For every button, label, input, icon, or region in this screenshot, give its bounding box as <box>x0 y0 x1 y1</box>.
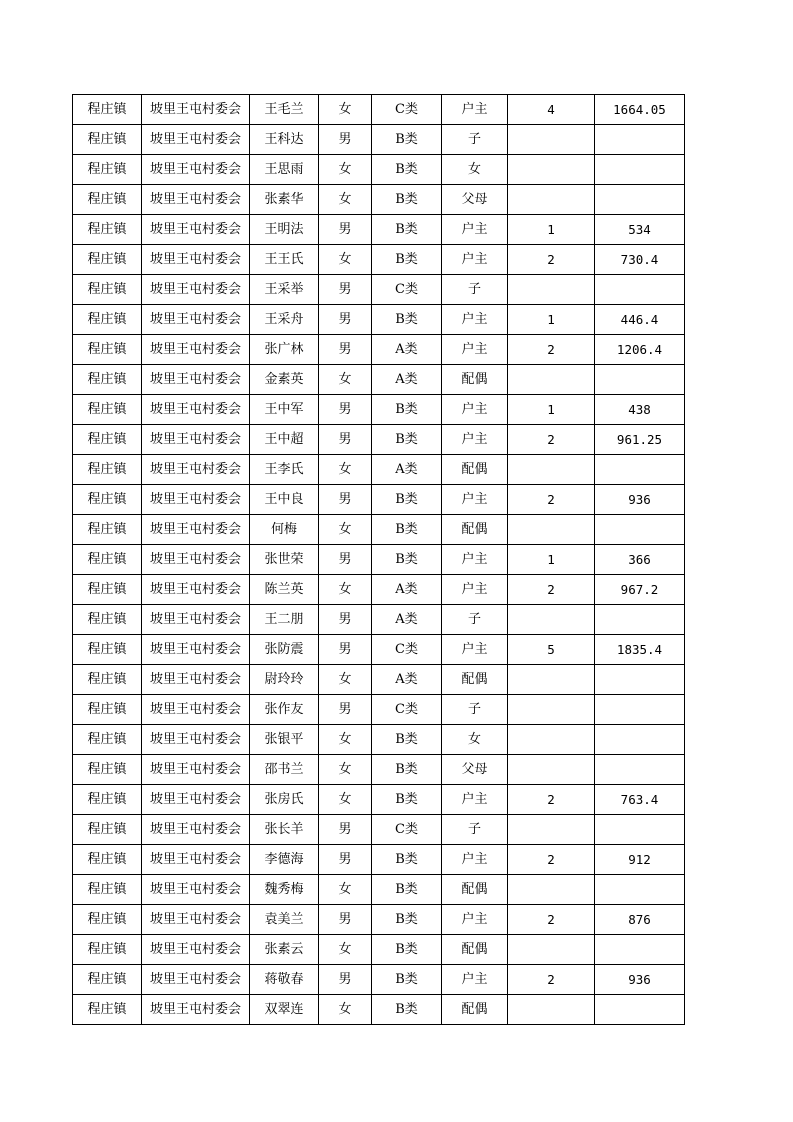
village-cell: 坡里王屯村委会 <box>142 875 250 905</box>
amount-cell: 534 <box>595 215 685 245</box>
village-cell: 坡里王屯村委会 <box>142 515 250 545</box>
name-cell: 王李氏 <box>250 455 319 485</box>
category-cell: C类 <box>372 95 442 125</box>
town-cell: 程庄镇 <box>73 725 142 755</box>
count-cell: 2 <box>508 965 595 995</box>
name-cell: 王毛兰 <box>250 95 319 125</box>
relation-cell: 子 <box>442 695 508 725</box>
town-cell: 程庄镇 <box>73 395 142 425</box>
name-cell: 金素英 <box>250 365 319 395</box>
town-cell: 程庄镇 <box>73 695 142 725</box>
table-row <box>73 155 685 185</box>
table-row <box>73 725 685 755</box>
village-cell: 坡里王屯村委会 <box>142 785 250 815</box>
category-cell: A类 <box>372 335 442 365</box>
name-cell: 袁美兰 <box>250 905 319 935</box>
name-cell: 王中军 <box>250 395 319 425</box>
gender-cell: 男 <box>319 845 372 875</box>
gender-cell: 男 <box>319 335 372 365</box>
gender-cell: 男 <box>319 635 372 665</box>
amount-cell: 1206.4 <box>595 335 685 365</box>
relation-cell: 子 <box>442 815 508 845</box>
amount-cell <box>595 815 685 845</box>
table-row <box>73 275 685 305</box>
amount-cell <box>595 125 685 155</box>
table-row <box>73 905 685 935</box>
category-cell: A类 <box>372 605 442 635</box>
name-cell: 王中良 <box>250 485 319 515</box>
table-row <box>73 485 685 515</box>
roster-table <box>72 94 685 1025</box>
table-row <box>73 335 685 365</box>
count-cell <box>508 125 595 155</box>
gender-cell: 女 <box>319 185 372 215</box>
relation-cell: 配偶 <box>442 455 508 485</box>
count-cell <box>508 695 595 725</box>
category-cell: B类 <box>372 905 442 935</box>
town-cell: 程庄镇 <box>73 935 142 965</box>
name-cell: 李德海 <box>250 845 319 875</box>
amount-cell <box>595 515 685 545</box>
relation-cell: 配偶 <box>442 515 508 545</box>
town-cell: 程庄镇 <box>73 905 142 935</box>
amount-cell <box>595 605 685 635</box>
table-row <box>73 305 685 335</box>
table-row <box>73 365 685 395</box>
amount-cell <box>595 995 685 1025</box>
relation-cell: 户主 <box>442 545 508 575</box>
table-row <box>73 785 685 815</box>
relation-cell: 户主 <box>442 215 508 245</box>
gender-cell: 男 <box>319 425 372 455</box>
count-cell: 2 <box>508 245 595 275</box>
table-row <box>73 395 685 425</box>
table-row <box>73 575 685 605</box>
category-cell: C类 <box>372 695 442 725</box>
count-cell: 2 <box>508 485 595 515</box>
count-cell <box>508 605 595 635</box>
category-cell: B类 <box>372 245 442 275</box>
village-cell: 坡里王屯村委会 <box>142 725 250 755</box>
table-row <box>73 815 685 845</box>
category-cell: C类 <box>372 275 442 305</box>
village-cell: 坡里王屯村委会 <box>142 815 250 845</box>
amount-cell <box>595 725 685 755</box>
roster-body <box>73 95 685 1025</box>
table-row <box>73 665 685 695</box>
amount-cell <box>595 275 685 305</box>
village-cell: 坡里王屯村委会 <box>142 395 250 425</box>
category-cell: B类 <box>372 155 442 185</box>
name-cell: 王明法 <box>250 215 319 245</box>
name-cell: 张广林 <box>250 335 319 365</box>
category-cell: B类 <box>372 215 442 245</box>
category-cell: B类 <box>372 935 442 965</box>
amount-cell: 967.2 <box>595 575 685 605</box>
name-cell: 王采舟 <box>250 305 319 335</box>
gender-cell: 男 <box>319 965 372 995</box>
name-cell: 王采举 <box>250 275 319 305</box>
category-cell: B类 <box>372 545 442 575</box>
gender-cell: 男 <box>319 485 372 515</box>
village-cell: 坡里王屯村委会 <box>142 605 250 635</box>
amount-cell: 936 <box>595 965 685 995</box>
village-cell: 坡里王屯村委会 <box>142 845 250 875</box>
relation-cell: 户主 <box>442 335 508 365</box>
village-cell: 坡里王屯村委会 <box>142 635 250 665</box>
name-cell: 张房氏 <box>250 785 319 815</box>
village-cell: 坡里王屯村委会 <box>142 245 250 275</box>
town-cell: 程庄镇 <box>73 515 142 545</box>
village-cell: 坡里王屯村委会 <box>142 665 250 695</box>
name-cell: 张素华 <box>250 185 319 215</box>
name-cell: 魏秀梅 <box>250 875 319 905</box>
category-cell: B类 <box>372 995 442 1025</box>
relation-cell: 户主 <box>442 245 508 275</box>
relation-cell: 子 <box>442 605 508 635</box>
name-cell: 邵书兰 <box>250 755 319 785</box>
amount-cell <box>595 695 685 725</box>
count-cell <box>508 185 595 215</box>
count-cell: 1 <box>508 305 595 335</box>
gender-cell: 男 <box>319 395 372 425</box>
count-cell: 2 <box>508 335 595 365</box>
count-cell <box>508 815 595 845</box>
village-cell: 坡里王屯村委会 <box>142 155 250 185</box>
village-cell: 坡里王屯村委会 <box>142 305 250 335</box>
name-cell: 王二朋 <box>250 605 319 635</box>
count-cell: 1 <box>508 545 595 575</box>
count-cell: 4 <box>508 95 595 125</box>
town-cell: 程庄镇 <box>73 815 142 845</box>
town-cell: 程庄镇 <box>73 455 142 485</box>
village-cell: 坡里王屯村委会 <box>142 485 250 515</box>
gender-cell: 男 <box>319 605 372 635</box>
village-cell: 坡里王屯村委会 <box>142 545 250 575</box>
amount-cell: 912 <box>595 845 685 875</box>
table-row <box>73 245 685 275</box>
amount-cell: 366 <box>595 545 685 575</box>
gender-cell: 女 <box>319 875 372 905</box>
gender-cell: 女 <box>319 665 372 695</box>
category-cell: C类 <box>372 815 442 845</box>
count-cell: 1 <box>508 215 595 245</box>
amount-cell <box>595 935 685 965</box>
town-cell: 程庄镇 <box>73 635 142 665</box>
amount-cell: 730.4 <box>595 245 685 275</box>
gender-cell: 女 <box>319 785 372 815</box>
count-cell: 2 <box>508 785 595 815</box>
table-row <box>73 515 685 545</box>
count-cell <box>508 365 595 395</box>
town-cell: 程庄镇 <box>73 425 142 455</box>
count-cell <box>508 755 595 785</box>
town-cell: 程庄镇 <box>73 845 142 875</box>
amount-cell: 876 <box>595 905 685 935</box>
town-cell: 程庄镇 <box>73 875 142 905</box>
relation-cell: 户主 <box>442 965 508 995</box>
town-cell: 程庄镇 <box>73 575 142 605</box>
table-row <box>73 845 685 875</box>
category-cell: B类 <box>372 425 442 455</box>
amount-cell: 1835.4 <box>595 635 685 665</box>
gender-cell: 女 <box>319 245 372 275</box>
count-cell <box>508 875 595 905</box>
name-cell: 张银平 <box>250 725 319 755</box>
count-cell: 2 <box>508 425 595 455</box>
town-cell: 程庄镇 <box>73 785 142 815</box>
gender-cell: 女 <box>319 365 372 395</box>
category-cell: B类 <box>372 755 442 785</box>
gender-cell: 男 <box>319 215 372 245</box>
relation-cell: 配偶 <box>442 365 508 395</box>
table-row <box>73 755 685 785</box>
gender-cell: 女 <box>319 575 372 605</box>
village-cell: 坡里王屯村委会 <box>142 755 250 785</box>
table-row <box>73 965 685 995</box>
gender-cell: 男 <box>319 815 372 845</box>
category-cell: B类 <box>372 125 442 155</box>
amount-cell <box>595 755 685 785</box>
gender-cell: 男 <box>319 695 372 725</box>
town-cell: 程庄镇 <box>73 245 142 275</box>
gender-cell: 女 <box>319 515 372 545</box>
name-cell: 王思雨 <box>250 155 319 185</box>
gender-cell: 女 <box>319 995 372 1025</box>
town-cell: 程庄镇 <box>73 545 142 575</box>
table-row <box>73 875 685 905</box>
town-cell: 程庄镇 <box>73 755 142 785</box>
amount-cell: 1664.05 <box>595 95 685 125</box>
amount-cell: 763.4 <box>595 785 685 815</box>
amount-cell: 936 <box>595 485 685 515</box>
table-row <box>73 125 685 155</box>
name-cell: 张素云 <box>250 935 319 965</box>
category-cell: A类 <box>372 665 442 695</box>
town-cell: 程庄镇 <box>73 605 142 635</box>
amount-cell: 446.4 <box>595 305 685 335</box>
town-cell: 程庄镇 <box>73 95 142 125</box>
category-cell: B类 <box>372 395 442 425</box>
village-cell: 坡里王屯村委会 <box>142 935 250 965</box>
relation-cell: 户主 <box>442 95 508 125</box>
table-row <box>73 635 685 665</box>
name-cell: 陈兰英 <box>250 575 319 605</box>
gender-cell: 男 <box>319 545 372 575</box>
relation-cell: 配偶 <box>442 935 508 965</box>
gender-cell: 女 <box>319 755 372 785</box>
town-cell: 程庄镇 <box>73 185 142 215</box>
count-cell <box>508 155 595 185</box>
amount-cell <box>595 455 685 485</box>
town-cell: 程庄镇 <box>73 995 142 1025</box>
relation-cell: 户主 <box>442 845 508 875</box>
count-cell: 2 <box>508 905 595 935</box>
category-cell: B类 <box>372 845 442 875</box>
category-cell: B类 <box>372 515 442 545</box>
name-cell: 张长羊 <box>250 815 319 845</box>
village-cell: 坡里王屯村委会 <box>142 365 250 395</box>
gender-cell: 男 <box>319 905 372 935</box>
name-cell: 张世荣 <box>250 545 319 575</box>
count-cell: 2 <box>508 845 595 875</box>
village-cell: 坡里王屯村委会 <box>142 335 250 365</box>
count-cell <box>508 515 595 545</box>
town-cell: 程庄镇 <box>73 665 142 695</box>
relation-cell: 女 <box>442 725 508 755</box>
amount-cell: 438 <box>595 395 685 425</box>
gender-cell: 女 <box>319 455 372 485</box>
gender-cell: 男 <box>319 305 372 335</box>
count-cell <box>508 725 595 755</box>
relation-cell: 户主 <box>442 395 508 425</box>
category-cell: C类 <box>372 635 442 665</box>
village-cell: 坡里王屯村委会 <box>142 125 250 155</box>
table-row <box>73 455 685 485</box>
name-cell: 何梅 <box>250 515 319 545</box>
name-cell: 张作友 <box>250 695 319 725</box>
category-cell: B类 <box>372 485 442 515</box>
table-row <box>73 695 685 725</box>
gender-cell: 男 <box>319 125 372 155</box>
town-cell: 程庄镇 <box>73 155 142 185</box>
category-cell: A类 <box>372 575 442 605</box>
gender-cell: 男 <box>319 275 372 305</box>
table-row <box>73 95 685 125</box>
relation-cell: 户主 <box>442 425 508 455</box>
category-cell: B类 <box>372 785 442 815</box>
town-cell: 程庄镇 <box>73 275 142 305</box>
name-cell: 张防震 <box>250 635 319 665</box>
name-cell: 尉玲玲 <box>250 665 319 695</box>
village-cell: 坡里王屯村委会 <box>142 95 250 125</box>
count-cell: 1 <box>508 395 595 425</box>
table-row <box>73 935 685 965</box>
relation-cell: 配偶 <box>442 875 508 905</box>
town-cell: 程庄镇 <box>73 965 142 995</box>
category-cell: B类 <box>372 965 442 995</box>
amount-cell <box>595 155 685 185</box>
gender-cell: 女 <box>319 935 372 965</box>
category-cell: A类 <box>372 455 442 485</box>
village-cell: 坡里王屯村委会 <box>142 965 250 995</box>
town-cell: 程庄镇 <box>73 365 142 395</box>
count-cell: 5 <box>508 635 595 665</box>
town-cell: 程庄镇 <box>73 215 142 245</box>
amount-cell <box>595 665 685 695</box>
category-cell: B类 <box>372 875 442 905</box>
village-cell: 坡里王屯村委会 <box>142 575 250 605</box>
relation-cell: 子 <box>442 125 508 155</box>
name-cell: 双翠连 <box>250 995 319 1025</box>
village-cell: 坡里王屯村委会 <box>142 185 250 215</box>
table-row <box>73 425 685 455</box>
town-cell: 程庄镇 <box>73 305 142 335</box>
table-row <box>73 215 685 245</box>
village-cell: 坡里王屯村委会 <box>142 695 250 725</box>
category-cell: B类 <box>372 305 442 335</box>
table-row <box>73 545 685 575</box>
count-cell <box>508 455 595 485</box>
relation-cell: 父母 <box>442 755 508 785</box>
relation-cell: 户主 <box>442 635 508 665</box>
relation-cell: 户主 <box>442 905 508 935</box>
relation-cell: 配偶 <box>442 665 508 695</box>
count-cell <box>508 665 595 695</box>
town-cell: 程庄镇 <box>73 485 142 515</box>
name-cell: 蒋敬春 <box>250 965 319 995</box>
name-cell: 王科达 <box>250 125 319 155</box>
relation-cell: 户主 <box>442 305 508 335</box>
village-cell: 坡里王屯村委会 <box>142 995 250 1025</box>
amount-cell <box>595 875 685 905</box>
gender-cell: 女 <box>319 95 372 125</box>
relation-cell: 子 <box>442 275 508 305</box>
category-cell: B类 <box>372 725 442 755</box>
count-cell: 2 <box>508 575 595 605</box>
relation-cell: 户主 <box>442 575 508 605</box>
table-row <box>73 995 685 1025</box>
village-cell: 坡里王屯村委会 <box>142 275 250 305</box>
table-row <box>73 605 685 635</box>
relation-cell: 父母 <box>442 185 508 215</box>
relation-cell: 户主 <box>442 785 508 815</box>
amount-cell <box>595 185 685 215</box>
category-cell: B类 <box>372 185 442 215</box>
town-cell: 程庄镇 <box>73 335 142 365</box>
count-cell <box>508 935 595 965</box>
table-row <box>73 185 685 215</box>
category-cell: A类 <box>372 365 442 395</box>
amount-cell <box>595 365 685 395</box>
town-cell: 程庄镇 <box>73 125 142 155</box>
village-cell: 坡里王屯村委会 <box>142 905 250 935</box>
village-cell: 坡里王屯村委会 <box>142 215 250 245</box>
relation-cell: 女 <box>442 155 508 185</box>
village-cell: 坡里王屯村委会 <box>142 425 250 455</box>
relation-cell: 户主 <box>442 485 508 515</box>
count-cell <box>508 275 595 305</box>
gender-cell: 女 <box>319 155 372 185</box>
gender-cell: 女 <box>319 725 372 755</box>
count-cell <box>508 995 595 1025</box>
name-cell: 王中超 <box>250 425 319 455</box>
name-cell: 王王氏 <box>250 245 319 275</box>
amount-cell: 961.25 <box>595 425 685 455</box>
village-cell: 坡里王屯村委会 <box>142 455 250 485</box>
relation-cell: 配偶 <box>442 995 508 1025</box>
